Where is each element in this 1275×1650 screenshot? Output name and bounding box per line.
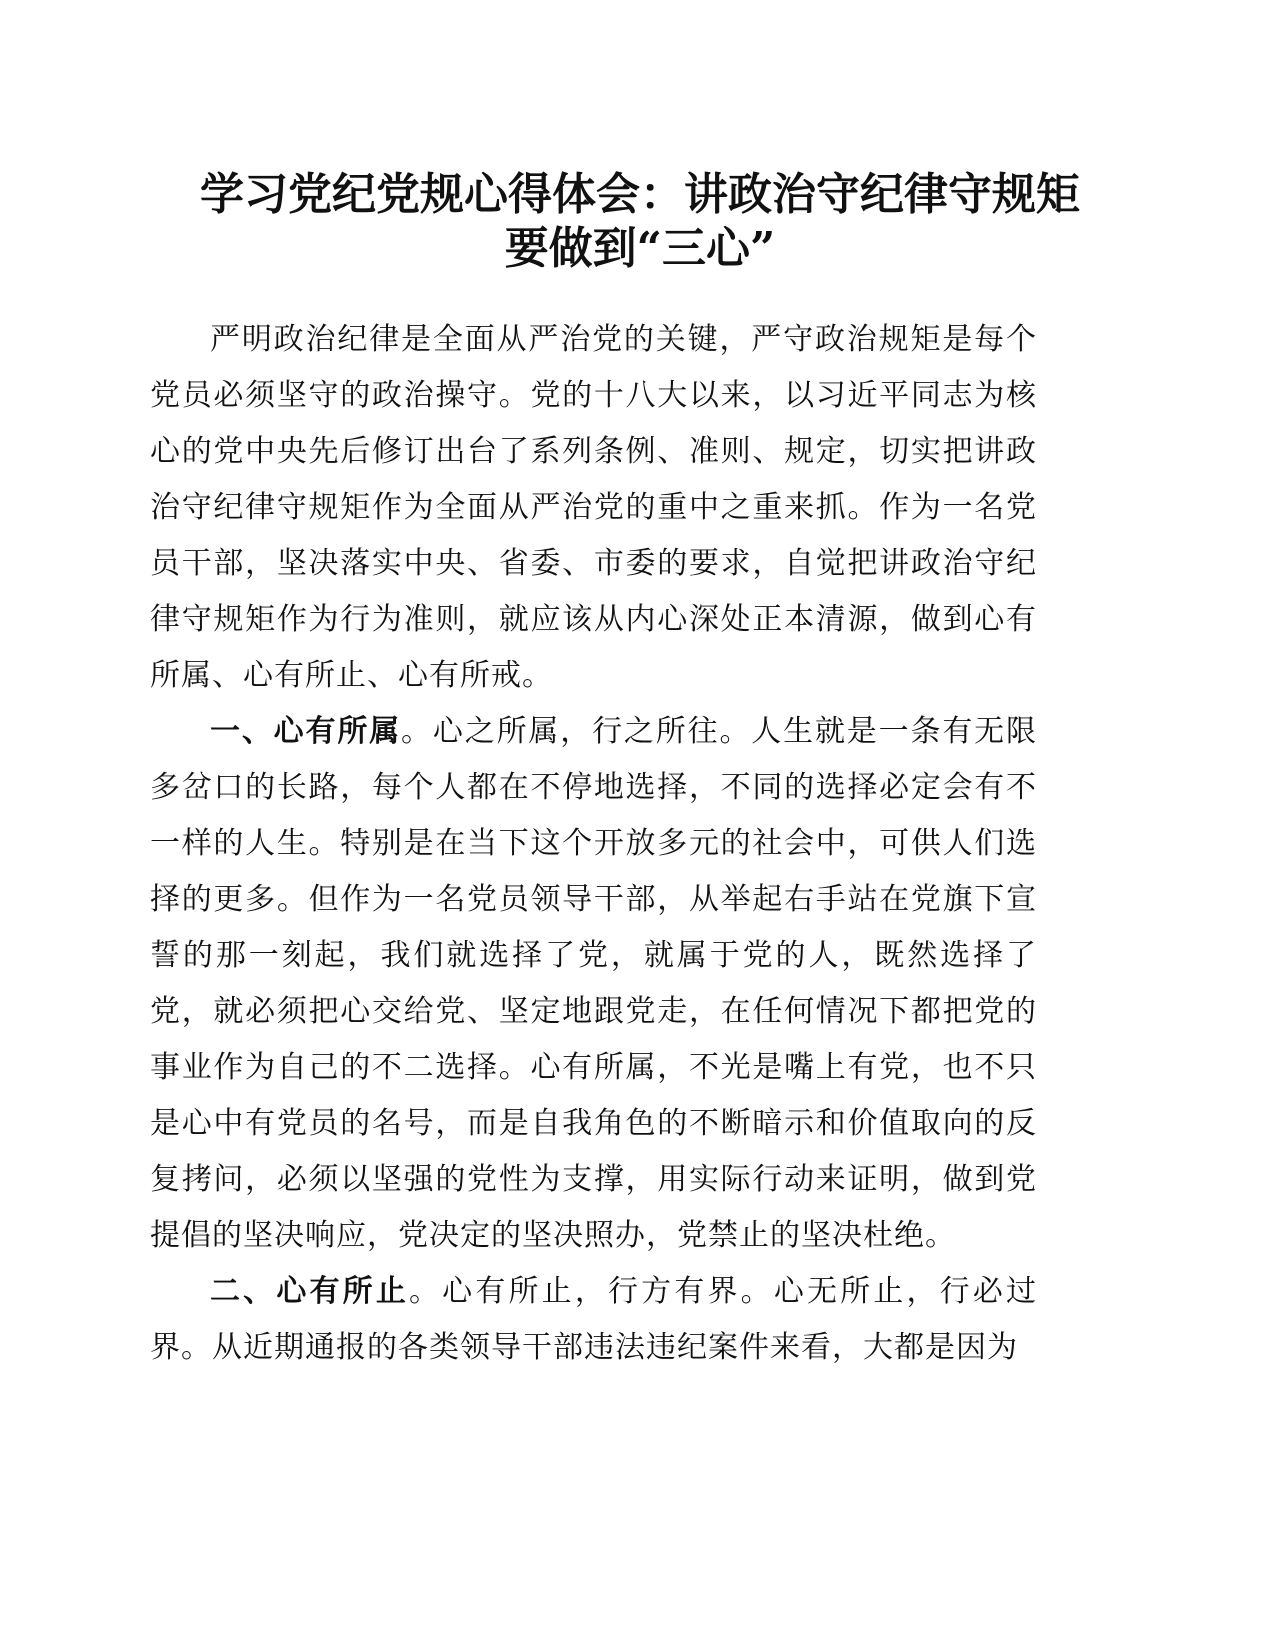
intro-paragraph: [150, 312, 1037, 704]
title-line-1: 学习党纪党规心得体会：讲政治守纪律守规矩: [200, 169, 1080, 220]
paragraph-text: 。心之所属，行之所往。人生就是一条有无限多岔口的长路，每个人都在不停地选择，不同的选择必定会有不一样的人生。特别是在当下这个开放多元的社会中，可供人们选择的更多。但作为一名党员领导干部，从举起右手站在党旗下宣誓的那一刻起，我们就选择了党，就属于党的人，既然选择了党，就必须把心交给党、坚定地跟党走，在任何情况下都把党的事业作为自己的不二选择。心有所属，不光是嘴上有党，也不只是心中有党员的名号，而是自我角色的不断暗示和价值取向的反复拷问，必须以坚强的党性为支撑，用实际行动来证明，做到党提倡的坚决响应，党决定的坚决照办，党禁止的坚决杜绝。: [150, 714, 1038, 1253]
section-heading-1: 一、心有所属: [210, 714, 402, 749]
document-body: [150, 312, 1037, 1376]
section-paragraph-2: [150, 1264, 1037, 1376]
paragraph-text: 严明政治纪律是全面从严治党的关键，严守政治规矩是每个党员必须坚守的政治操守。党的十八大以来，以习近平同志为核心的党中央先后修订出台了系列条例、准则、规定，切实把讲政治守纪律守规矩作为全面从严治党的重中之重来抓。作为一名党员干部，坚决落实中央、省委、市委的要求，自觉把讲政治守纪律守规矩作为行为准则，就应该从内心深处正本清源，做到心有所属、心有所止、心有所戒。: [150, 322, 1037, 693]
title-line-2: 要做到“三心”: [504, 223, 776, 274]
document-title: [140, 168, 1140, 276]
section-paragraph-1: [150, 704, 1037, 1264]
section-heading-2: 二、心有所止: [210, 1274, 409, 1309]
paragraph-text: 。心有所止，行方有界。心无所止，行必过界。从近期通报的各类领导干部违法违纪案件来看，大都是因为: [150, 1274, 1037, 1365]
